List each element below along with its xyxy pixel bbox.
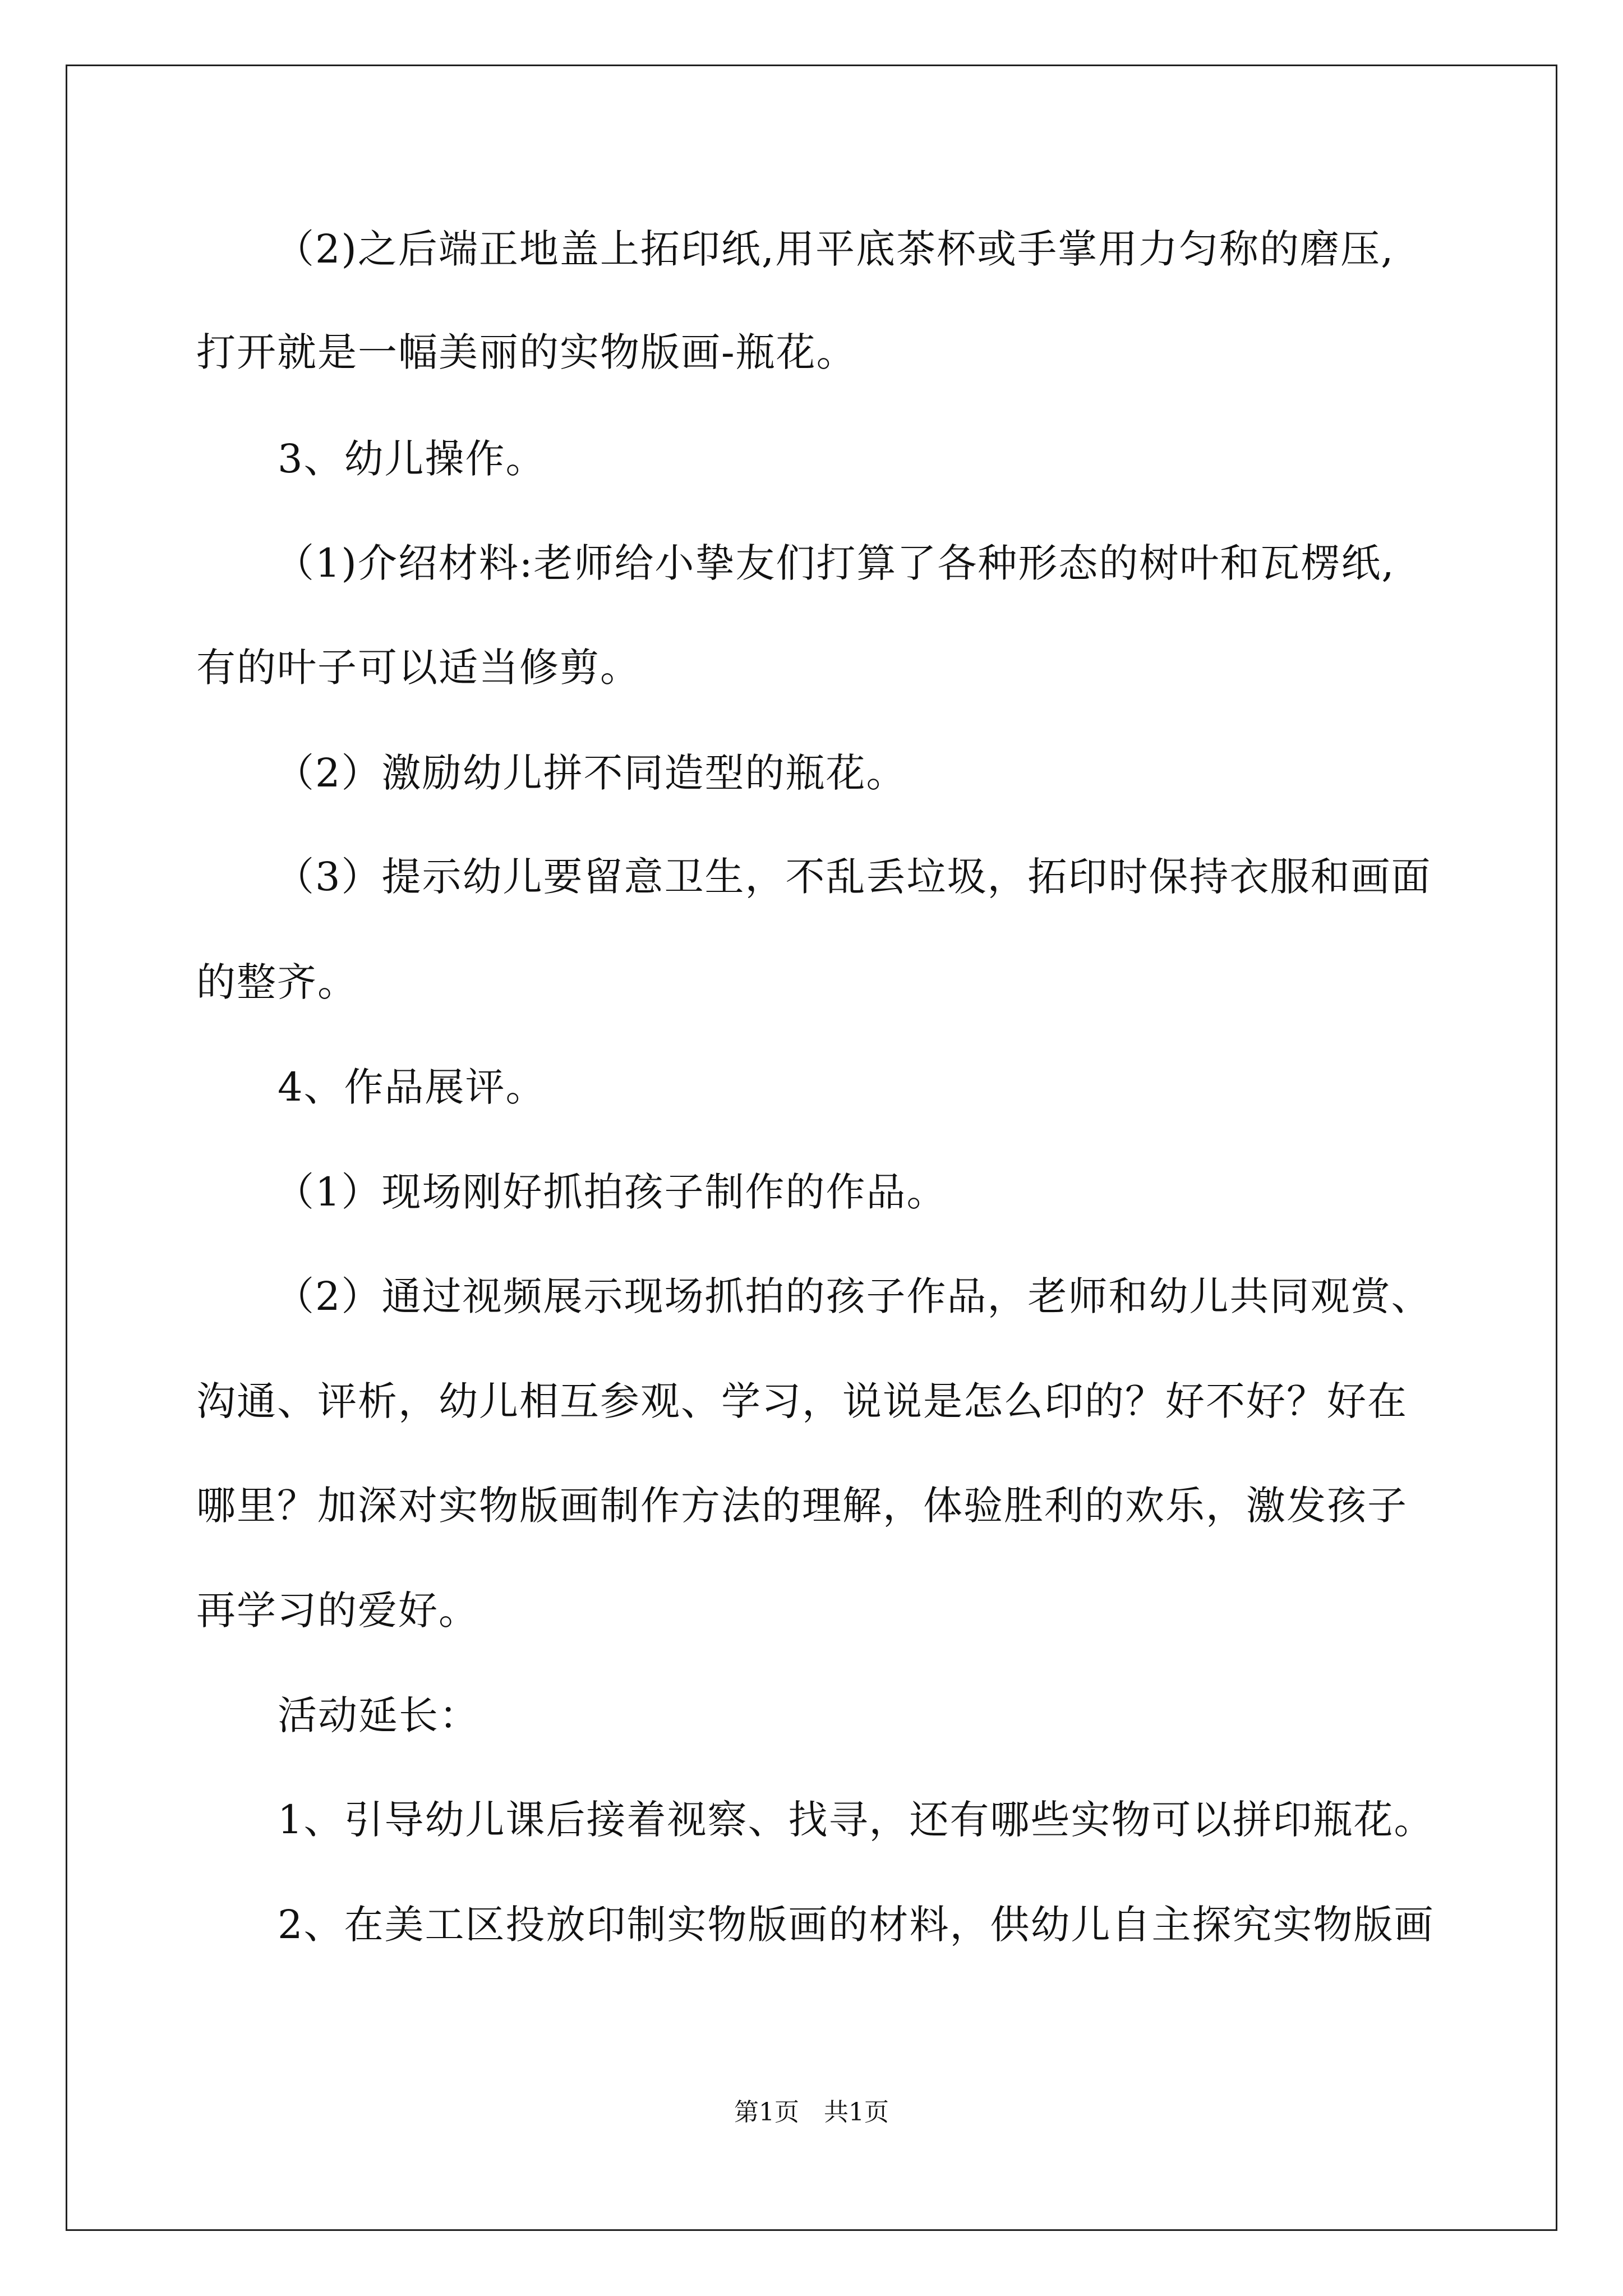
paragraph-line-16: 1、引导幼儿课后接着视察、找寻，还有哪些实物可以拼印瓶花。	[278, 1797, 1435, 1843]
paragraph-line-5: 有的叶子可以适当修剪。	[196, 645, 640, 691]
paragraph-line-17: 2、在美工区投放印制实物版画的材料，供幼儿自主探究实物版画	[278, 1902, 1435, 1948]
paragraph-line-4: （1)介绍材料:老师给小挚友们打算了各种形态的树叶和瓦楞纸,	[275, 540, 1395, 586]
paragraph-line-8: 的整齐。	[196, 959, 358, 1005]
paragraph-line-12: 沟通、评析，幼儿相互参观、学习，说说是怎么印的？好不好？好在	[196, 1378, 1408, 1424]
paragraph-line-13: 哪里？加深对实物版画制作方法的理解，体验胜利的欢乐，激发孩子	[196, 1483, 1408, 1529]
section-heading-extension: 活动延长：	[278, 1692, 479, 1738]
page-footer: 第1页 共1页	[734, 2098, 889, 2127]
paragraph-line-14: 再学习的爱好。	[196, 1588, 479, 1634]
paragraph-line-1: （2)之后端正地盖上拓印纸,用平底茶杯或手掌用力匀称的磨压,	[275, 226, 1395, 272]
section-heading-4: 4、作品展评。	[278, 1064, 546, 1110]
section-heading-3: 3、幼儿操作。	[278, 436, 546, 482]
paragraph-line-7: （3）提示幼儿要留意卫生，不乱丢垃圾，拓印时保持衣服和画面	[275, 854, 1432, 900]
paragraph-line-11: （2）通过视频展示现场抓拍的孩子作品，老师和幼儿共同观赏、	[275, 1273, 1432, 1319]
paragraph-line-6: （2）激励幼儿拼不同造型的瓶花。	[275, 750, 907, 796]
paragraph-line-2: 打开就是一幅美丽的实物版画-瓶花。	[196, 329, 857, 375]
paragraph-line-10: （1）现场刚好抓拍孩子制作的作品。	[275, 1169, 947, 1215]
